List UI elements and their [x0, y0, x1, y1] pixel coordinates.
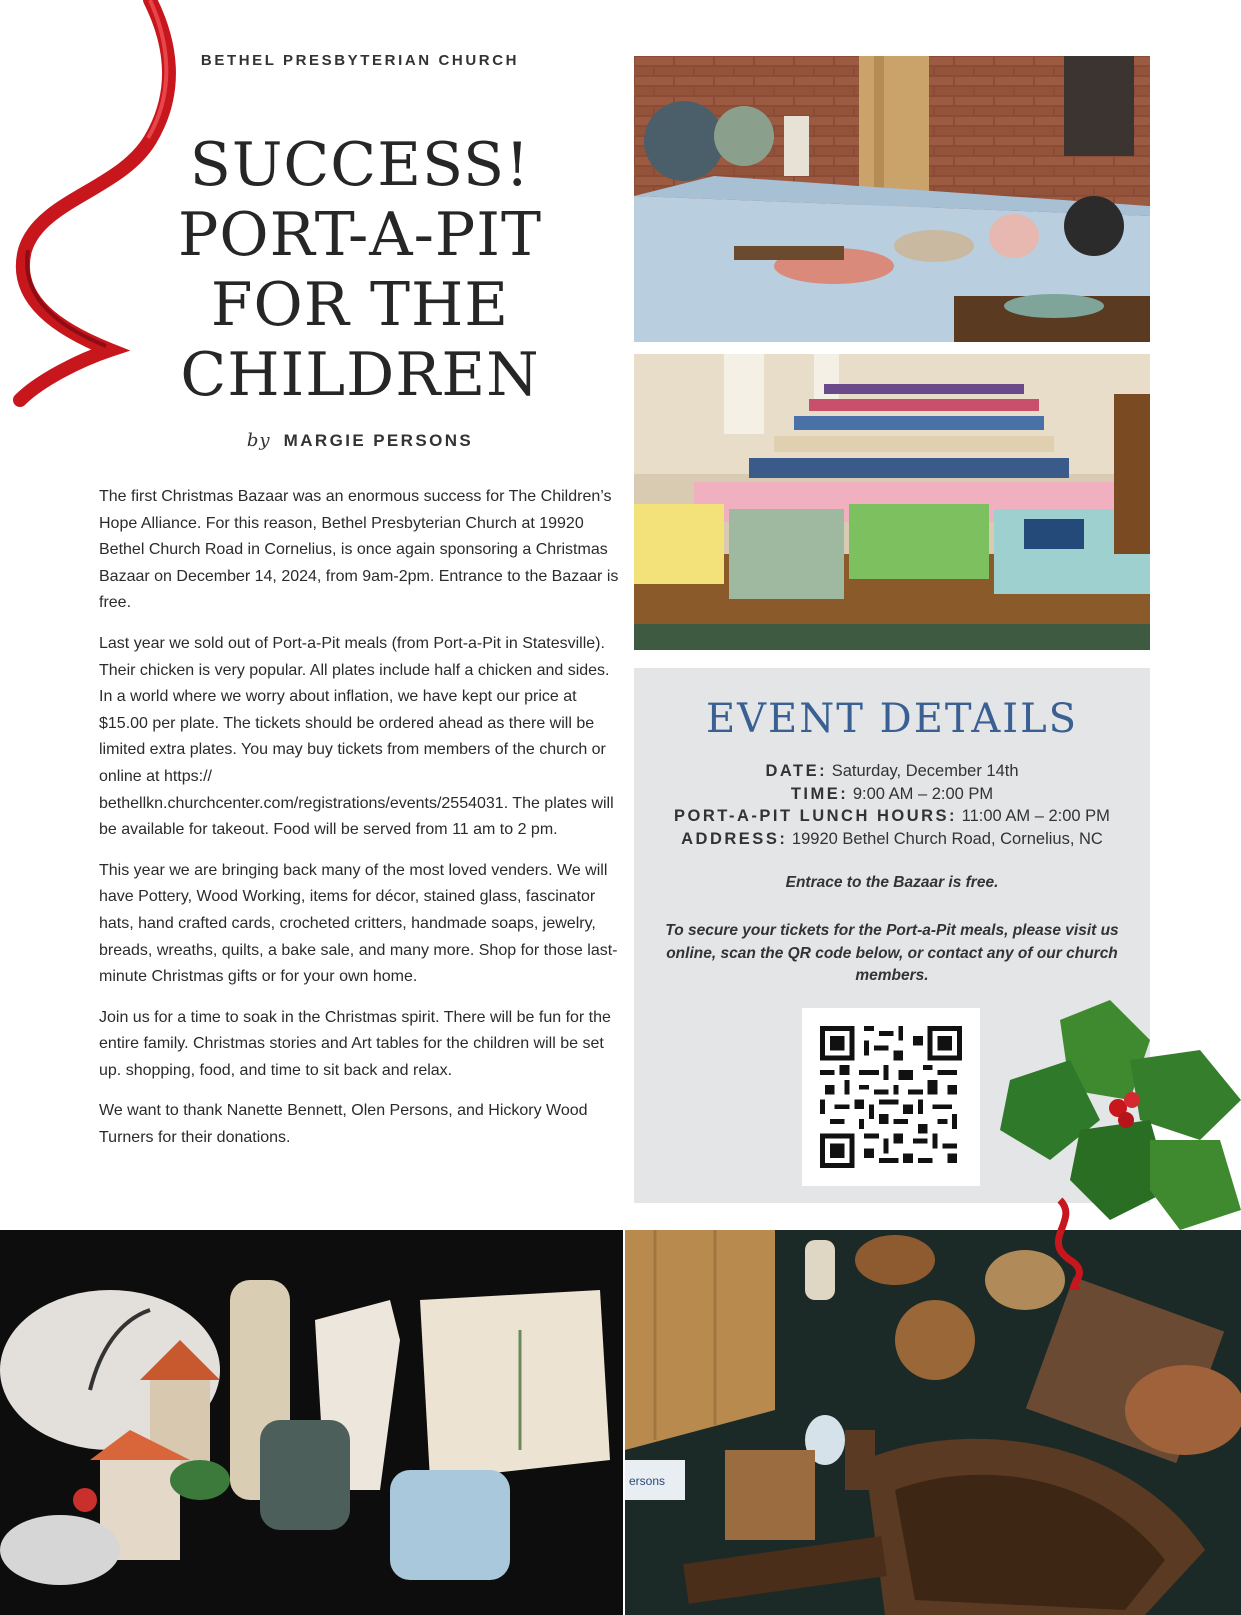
paragraph-2: Last year we sold out of Port-a-Pit meals (from Port-a-Pit in Statesville). Their chicken is very popular. All plates include half a chicken and sides. In a world where we worry about inflation, we have kept our price at $15.00 per plate. The tickets should be ordered ahead as there will be limited extra plates. You may buy tickets from members of the church or online at https:// bethellkn.churchcenter.com/registrations/events/2554031. The plates will be available for takeout. Food will be served from 11 am to 2 pm. — [99, 634, 614, 839]
quilts-pews-illustration — [634, 354, 1150, 650]
headline-line-3: FOR THE — [210, 270, 510, 340]
lunch-hours-label: PORT-A-PIT LUNCH HOURS: — [674, 807, 958, 825]
paragraph-3: This year we are bringing back many of the most loved venders. We will have Pottery, Wood Working, items for décor, stained glass, fascinator hats, hand crafted cards, crocheted critters, handmade soaps, jewelry, breads, wreaths, quilts, a bake sale, and many more. Shop for those last-minute Christmas gifts or for your own home. — [99, 861, 618, 986]
paragraph-1: The first Christmas Bazaar was an enormous success for The Children’s Hope Alliance. For this reason, Bethel Presbyterian Church at 19920 Bethel Church Road in Cornelius, is once again sponsoring a Christmas Bazaar on December 14, 2024, from 9am-2pm. Entrance to the Bazaar is free. — [99, 488, 619, 612]
lunch-hours-row — [634, 805, 1150, 828]
time-row — [634, 783, 1150, 806]
pottery-table-photo — [634, 56, 1150, 342]
event-details-title: EVENT DETAILS — [705, 696, 1079, 742]
article-body — [99, 484, 619, 1166]
church-name-kicker: BETHEL PRESBYTERIAN CHURCH — [200, 52, 520, 69]
paragraph-5: We want to thank Nanette Bennett, Olen Persons, and Hickory Wood Turners for their donations. — [99, 1102, 588, 1147]
pottery-table-illustration — [634, 56, 1150, 342]
date-value: Saturday, December 14th — [831, 762, 1019, 780]
address-label: ADDRESS: — [681, 829, 788, 848]
article-headline — [120, 130, 600, 410]
headline-line-4: CHILDREN — [180, 340, 540, 410]
address-row — [634, 828, 1150, 851]
event-details-list — [634, 760, 1150, 850]
headline-line-2: PORT-A-PIT — [178, 200, 542, 270]
time-value: 9:00 AM – 2:00 PM — [852, 784, 994, 803]
address-value: 19920 Bethel Church Road, Cornelius, NC — [791, 829, 1103, 848]
qr-code-icon[interactable] — [820, 1026, 962, 1168]
holly-decoration — [1000, 990, 1241, 1290]
date-row — [634, 760, 1150, 783]
lunch-hours-value: 11:00 AM – 2:00 PM — [961, 807, 1110, 825]
author-name: MARGIE PERSONS — [283, 431, 474, 450]
free-entrance-note: Entrace to the Bazaar is free. — [785, 874, 999, 891]
paragraph-4: Join us for a time to soak in the Christmas spirit. There will be fun for the entire family. Christmas stories and Art tables for the children will be set up. shopping, food, and time to sit back and relax. — [99, 1008, 611, 1079]
date-label: DATE: — [765, 762, 828, 780]
time-label: TIME: — [790, 784, 849, 803]
woodwork-card-label: ersons — [629, 1474, 666, 1488]
pottery-closeup-illustration — [0, 1230, 623, 1615]
headline-line-1: SUCCESS! — [189, 130, 531, 200]
qr-code-card[interactable] — [802, 1008, 980, 1186]
byline-prefix: by — [246, 430, 271, 451]
pottery-closeup-photo — [0, 1230, 623, 1615]
byline — [150, 430, 570, 451]
ticket-instructions: To secure your tickets for the Port-a-Pit meals, please visit us online, scan the QR code below, or contact any of our church members. — [665, 922, 1119, 984]
quilts-pews-photo — [634, 354, 1150, 650]
